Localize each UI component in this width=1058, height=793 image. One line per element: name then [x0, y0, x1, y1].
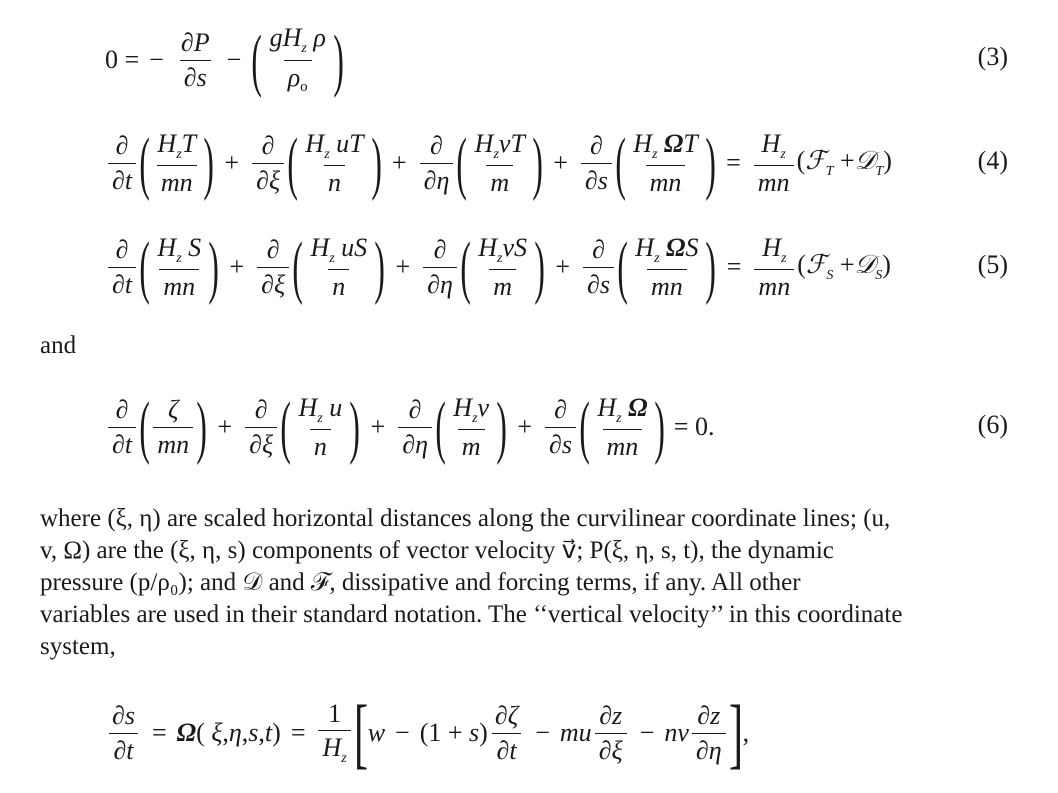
connector-and: and	[40, 332, 77, 359]
equation-4: $\frac{\partial}{\partial t}$ ( $\frac{H_zT}{mn}$ ) + $\frac{\partial}{\partial\xi}$ ( $\frac{H_z uT}{n}$ ) + $\frac{\partial}{\partial\eta}$ ( $\frac{H_zvT}{m}$ ) + $\frac{\partial}{\partial s}$ ( $\frac{H_z \Omega T}{mn}$ ) = $\frac{H_z}{mn}$ (ℱ$_T$ +𝒟$_T$) (4)	[0, 118, 1058, 208]
paragraph-line-3: pressure (p/ρ₀); and 𝒟 and ℱ, dissipative and forcing terms, if any. All other	[40, 569, 801, 596]
body-paragraph	[40, 503, 1018, 663]
equation-5: $\frac{\partial}{\partial t}$ ( $\frac{H_z S}{mn}$ ) + $\frac{\partial}{\partial\xi}$ ( $\frac{H_z uS}{n}$ ) + $\frac{\partial}{\partial\eta}$ ( $\frac{H_zvS}{m}$ ) + $\frac{\partial}{\partial s}$ ( $\frac{H_z \Omega S}{mn}$ ) = $\frac{H_z}{mn}$ (ℱ$_S$ +𝒟$_S$) (5)	[0, 222, 1058, 312]
equation-6: $\frac{\partial}{\partial t}$ ( $\frac{\zeta}{mn}$ ) + $\frac{\partial}{\partial\xi}$ ( $\frac{H_z u}{n}$ ) + $\frac{\partial}{\partial\eta}$ ( $\frac{H_zv}{m}$ ) + $\frac{\partial}{\partial s}$ ( $\frac{H_z \Omega}{mn}$ ) = 0. (6)	[0, 382, 1058, 472]
eq6-rhs: = 0.	[673, 412, 715, 441]
equation-7: $\frac{\partial s}{\partial t}$ = Ω( ξ,η,s,t) = $\frac{1}{H_z}$ [ w − (1 + s) $\frac{\partial\zeta}{\partial t}$ − mu $\frac{\partial z}{\partial\xi}$ − nv $\frac{\partial z}{\partial\eta}$ ] ,	[0, 688, 1058, 778]
eq4-number: (4)	[977, 146, 1008, 175]
eq6-number: (6)	[977, 410, 1008, 439]
paragraph-line-5: system,	[40, 633, 116, 660]
eq5-number: (5)	[977, 250, 1008, 279]
paragraph-line-1: where (ξ, η) are scaled horizontal distances along the curvilinear coordinate lines; (u,	[40, 505, 891, 532]
paragraph-line-2: v, Ω) are the (ξ, η, s) components of vector velocity v⃗; P(ξ, η, s, t), the dynamic	[40, 537, 834, 564]
eq7-trailing-comma: ,	[742, 718, 750, 747]
eq3-number: (3)	[977, 42, 1008, 71]
eq3-lhs: 0 =	[105, 45, 140, 74]
equation-3: 0 = − $\frac{\partial P}{\partial s}$ − ( $\frac{gH_z \rho}{\rho o}$ ) (3)	[105, 21, 1008, 99]
paragraph-line-4: variables are used in their standard notation. The ‘‘vertical velocity’’ in this coordinate	[40, 601, 903, 628]
